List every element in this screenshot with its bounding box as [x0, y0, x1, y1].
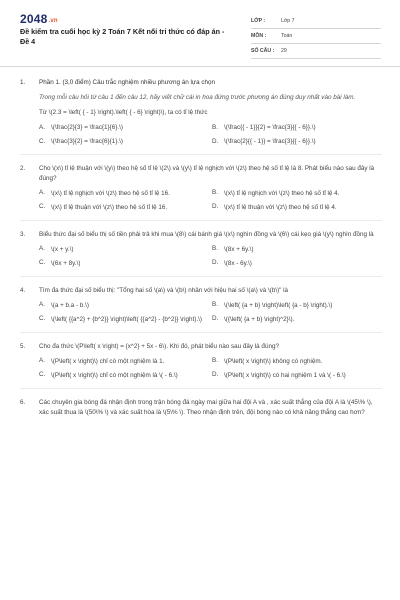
answer-option-a[interactable] — [39, 356, 212, 366]
answer-option-b[interactable] — [212, 244, 385, 254]
question-text: Từ \(2.3 = \left( { - 1} \right).\left( { - 6} \right)\), ta có tỉ lệ thức — [39, 109, 208, 116]
question-text: Cho đa thức \(P\left( x \right) = {x^2} + 5x - 6\). Khi đó, phát biểu nào sau đây là đúng? — [39, 343, 279, 350]
option-text: \(x\) tỉ lệ nghịch với \(z\) theo hệ số tỉ lệ 4. — [224, 189, 340, 197]
option-letter: C. — [39, 315, 46, 322]
info-label: MÔN : — [251, 33, 267, 39]
header-divider — [0, 66, 400, 67]
option-letter: B. — [212, 301, 218, 308]
answer-option-a[interactable] — [39, 300, 212, 310]
answer-options — [39, 244, 382, 268]
option-text: \(x\) tỉ lệ thuận với \(z\) theo hệ số tỉ lệ 16. — [51, 203, 168, 211]
question-divider — [20, 154, 382, 155]
section-instructions: Trong mỗi câu hỏi từ câu 1 đến câu 12, hãy viết chữ cái in hoa đứng trước phương án đúng duy nhất vào bài làm. — [39, 94, 356, 101]
info-row-subject — [251, 29, 381, 44]
question-item — [20, 398, 382, 418]
option-letter: C. — [39, 137, 46, 145]
answer-option-d[interactable] — [212, 314, 385, 324]
info-row-class — [251, 14, 381, 29]
question-list — [20, 78, 382, 418]
info-value: 29 — [281, 48, 287, 54]
answer-option-c[interactable] — [39, 314, 212, 324]
section-heading — [20, 78, 382, 87]
option-text: \(P\left( x \right)\) không có nghiệm. — [224, 357, 323, 365]
option-letter: B. — [212, 357, 218, 364]
option-text: \(\left( {{a^2} + {b^2}} \right)\left( {{a^2} - {b^2}} \right).\) — [51, 315, 202, 323]
option-text: \(P\left( x \right)\) chỉ có một nghiệm là \( - 6.\) — [51, 371, 178, 379]
question-divider — [20, 220, 382, 221]
question-item — [20, 286, 382, 324]
option-text: \(6x + 8y.\) — [51, 259, 81, 267]
option-letter: D. — [212, 203, 219, 210]
question-number: 5. — [20, 343, 26, 350]
question-divider — [20, 388, 382, 389]
question-item — [20, 164, 382, 212]
answer-options — [39, 188, 382, 212]
option-text: \(a + b.a - b.\) — [51, 301, 89, 309]
question-text: Cho \(x\) tỉ lệ thuận với \(y\) theo hệ số tỉ lệ \(2\) và \(y\) tỉ lệ nghịch với \(z\) theo hệ số tỉ lệ là 8. Phát biểu nào sau đây là đúng? — [39, 165, 375, 182]
option-text: \(x\) tỉ lệ thuận với \(z\) theo hệ số tỉ lệ 4. — [224, 203, 337, 211]
question-text: Các chuyên gia bóng đá nhận định trong trận bóng đá ngày mai giữa hai đội A và , xác suất thắng của đội A là \(45\% \), xác suất thua là \(50\% \) và xác suất hòa là \(5\% \). Theo nhận định trên, đội bóng nào có khả năng thắng cao hơn? — [39, 399, 373, 416]
info-value: Lớp 7 — [281, 18, 295, 24]
answer-option-d[interactable] — [212, 258, 385, 268]
answer-option-d[interactable] — [212, 370, 385, 380]
question-text: Biểu thức đại số biểu thị số tiền phải trả khi mua \(8\) cái bánh giá \(x\) nghìn đồng và \(6\) cái kẹo giá \(y\) nghìn đồng là — [39, 231, 374, 238]
question-item — [20, 230, 382, 268]
option-text: \(P\left( x \right)\) chỉ có một nghiệm là 1. — [51, 357, 165, 365]
option-text: \(8x - 6y.\) — [224, 259, 252, 267]
answer-option-a[interactable] — [39, 188, 212, 198]
option-letter: A. — [39, 189, 45, 196]
document-info — [251, 14, 381, 59]
option-letter: D. — [212, 137, 219, 145]
answer-options — [39, 356, 382, 380]
header — [0, 0, 400, 62]
answer-option-c[interactable] — [39, 136, 212, 146]
answer-option-c[interactable] — [39, 202, 212, 212]
question-item — [20, 342, 382, 380]
option-letter: A. — [39, 357, 45, 364]
option-text: \(x\) tỉ lệ nghịch với \(z\) theo hệ số tỉ lệ 16. — [51, 189, 170, 197]
option-text: \(P\left( x \right)\) có hai nghiệm 1 và \( - 6.\) — [224, 371, 346, 379]
answer-option-b[interactable] — [212, 188, 385, 198]
answer-options — [39, 122, 382, 146]
question-divider — [20, 276, 382, 277]
question-number: 1. — [20, 79, 26, 86]
option-text: \(\frac{{ - 1}}{2} = \frac{3}{{ - 6}}.\) — [224, 123, 316, 131]
answer-option-b[interactable] — [212, 300, 385, 310]
answer-options — [39, 300, 382, 324]
question-text: Tìm đa thức đại số biểu thị: "Tổng hai số \(a\) và \(b\) nhân với hiệu hai số \(a\) và \(b\)" là — [39, 287, 289, 294]
info-row-question-count — [251, 44, 381, 59]
option-letter: B. — [212, 123, 218, 131]
question-divider — [20, 332, 382, 333]
option-letter: A. — [39, 245, 45, 252]
info-label: SỐ CÂU : — [251, 48, 275, 54]
section-title: Phần 1. (3,0 điểm) Câu trắc nghiệm nhiều phương án lựa chọn — [39, 79, 216, 86]
option-letter: B. — [212, 245, 218, 252]
answer-option-b[interactable] — [212, 122, 385, 132]
question-number: 2. — [20, 165, 26, 172]
question-number: 3. — [20, 231, 26, 238]
answer-option-c[interactable] — [39, 370, 212, 380]
option-text: \(\frac{2}{{ - 1}} = \frac{3}{{ - 6}}.\) — [224, 137, 316, 145]
option-text: \(\frac{3}{2} = \frac{6}{1}.\) — [51, 137, 123, 145]
option-letter: C. — [39, 259, 46, 266]
document-title: Đề kiểm tra cuối học kỳ 2 Toán 7 Kết nối tri thức có đáp án - Đề 4 — [20, 27, 225, 46]
info-value: Toán — [281, 33, 293, 39]
option-text: \({\left( {a + b} \right)^2}\). — [224, 315, 295, 323]
option-letter: A. — [39, 301, 45, 308]
option-letter: B. — [212, 189, 218, 196]
option-text: \(\frac{2}{3} = \frac{1}{6}.\) — [51, 123, 123, 131]
option-text: \(x + y.\) — [51, 245, 74, 253]
answer-option-d[interactable] — [212, 202, 385, 212]
question-number: 6. — [20, 399, 26, 406]
answer-option-a[interactable] — [39, 122, 212, 132]
info-label: LỚP : — [251, 18, 266, 24]
answer-option-c[interactable] — [39, 258, 212, 268]
answer-option-a[interactable] — [39, 244, 212, 254]
answer-option-d[interactable] — [212, 136, 385, 146]
option-text: \(8x + 6y.\) — [224, 245, 254, 253]
site-logo[interactable]: 2048.vn — [20, 12, 58, 26]
option-letter: D. — [212, 371, 219, 378]
answer-option-b[interactable] — [212, 356, 385, 366]
question-number: 4. — [20, 287, 26, 294]
option-letter: C. — [39, 371, 46, 378]
option-letter: C. — [39, 203, 46, 210]
option-letter: A. — [39, 123, 45, 131]
option-letter: D. — [212, 315, 219, 322]
option-letter: D. — [212, 259, 219, 266]
option-text: \(\left( {a + b} \right)\left( {a - b} \right).\) — [224, 301, 333, 309]
